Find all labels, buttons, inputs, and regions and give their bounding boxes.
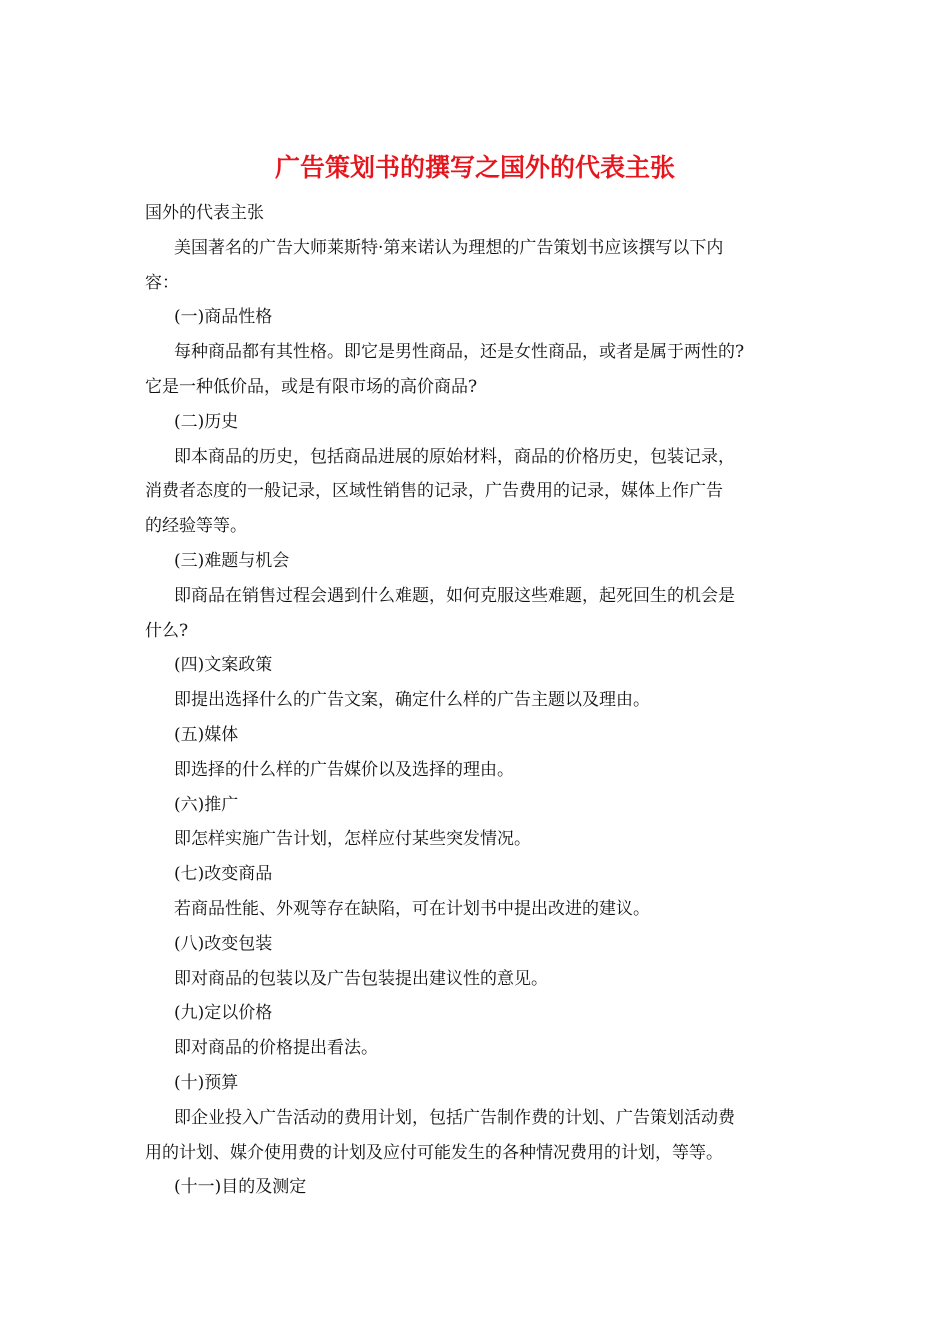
paragraph-line: 即提出选择什么的广告文案，确定什么样的广告主题以及理由。 — [174, 690, 650, 711]
paragraph-line: 它是一种低价品，或是有限市场的高价商品? — [145, 376, 478, 397]
paragraph-line: 即选择的什么样的广告媒价以及选择的理由。 — [174, 759, 514, 780]
item-heading: (十一)目的及测定 — [174, 1177, 307, 1198]
paragraph-line: 容： — [145, 272, 179, 293]
paragraph-line: 即对商品的价格提出看法。 — [174, 1038, 378, 1059]
paragraph-line: 即本商品的历史，包括商品进展的原始材料，商品的价格历史，包装记录， — [174, 446, 735, 467]
paragraph-line: 即对商品的包装以及广告包装提出建议性的意见。 — [174, 968, 548, 989]
item-heading: (八)改变包装 — [174, 933, 273, 954]
item-heading: (十)预算 — [174, 1072, 239, 1093]
paragraph-line: 即企业投入广告活动的费用计划，包括广告制作费的计划、广告策划活动费 — [174, 1107, 735, 1128]
section-heading: 国外的代表主张 — [145, 203, 264, 223]
paragraph-line: 消费者态度的一般记录，区域性销售的记录，广告费用的记录，媒体上作广告 — [145, 481, 723, 502]
item-heading: (五)媒体 — [174, 724, 239, 745]
paragraph-line: 什么? — [145, 620, 189, 641]
paragraph-line: 每种商品都有其性格。即它是男性商品，还是女性商品，或者是属于两性的? — [174, 342, 745, 363]
paragraph-line: 的经验等等。 — [145, 516, 247, 537]
paragraph-line: 若商品性能、外观等存在缺陷，可在计划书中提出改进的建议。 — [174, 898, 650, 919]
item-heading: (二)历史 — [174, 411, 239, 432]
paragraph-line: 即怎样实施广告计划，怎样应付某些突发情况。 — [174, 829, 531, 850]
item-heading: (九)定以价格 — [174, 1003, 273, 1024]
item-heading: (四)文案政策 — [174, 655, 273, 676]
document-title: 广告策划书的撰写之国外的代表主张 — [274, 153, 675, 182]
item-heading: (三)难题与机会 — [174, 550, 290, 571]
paragraph-line: 即商品在销售过程会遇到什么难题，如何克服这些难题，起死回生的机会是 — [174, 585, 735, 606]
paragraph-line: 美国著名的广告大师莱斯特·第来诺认为理想的广告策划书应该撰写以下内 — [174, 237, 724, 258]
item-heading: (七)改变商品 — [174, 864, 273, 885]
item-heading: (一)商品性格 — [174, 307, 273, 328]
paragraph-line: 用的计划、媒介使用费的计划及应付可能发生的各种情况费用的计划，等等。 — [145, 1142, 723, 1163]
item-heading: (六)推广 — [174, 794, 239, 815]
document-body — [145, 196, 825, 1205]
